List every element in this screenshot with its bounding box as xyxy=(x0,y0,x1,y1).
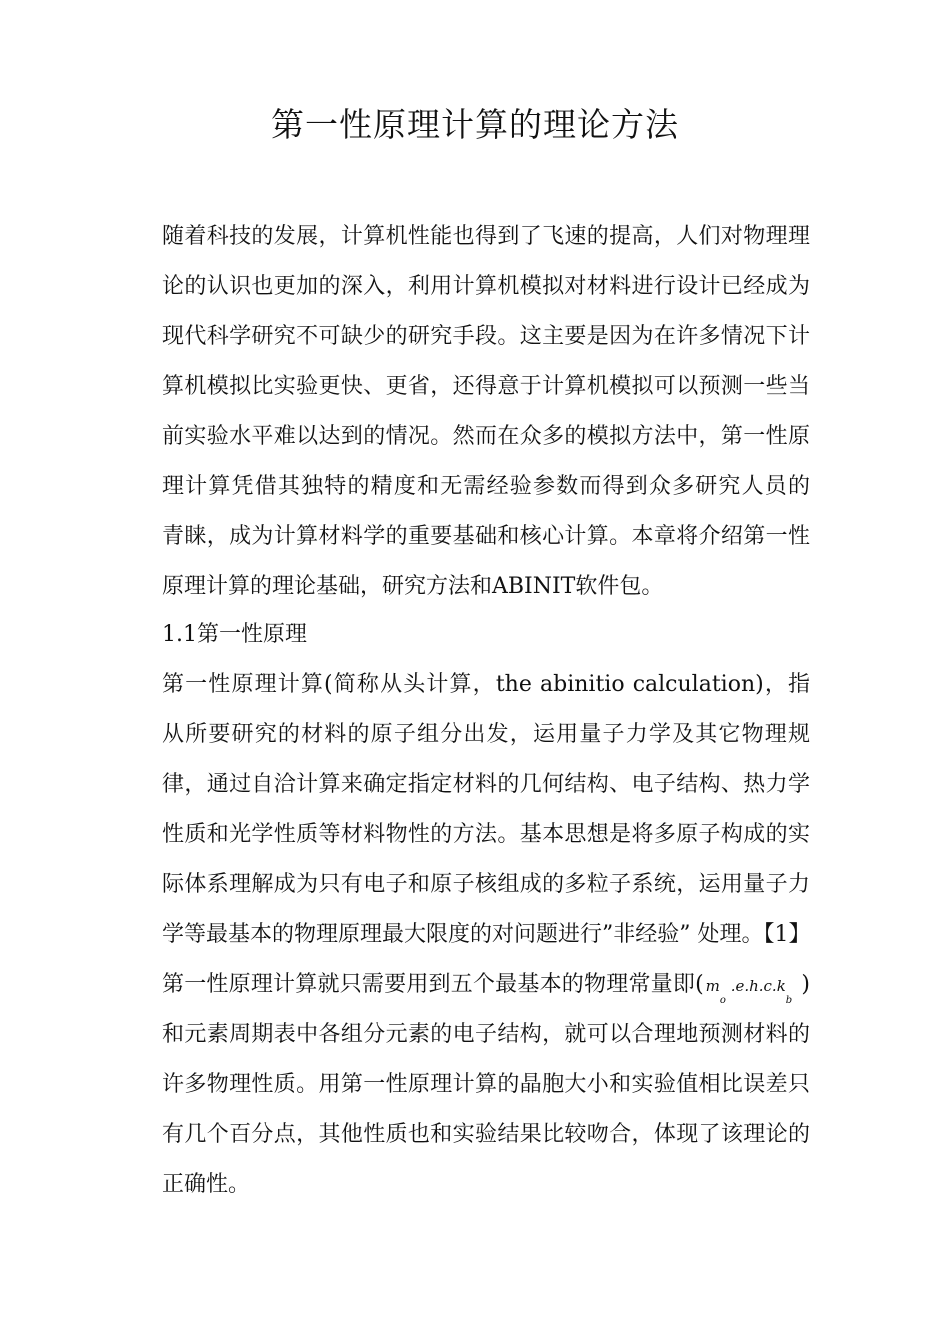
paragraph-line: 青睐，成为计算材料学的重要基础和核心计算。本章将介绍第一性 xyxy=(162,524,810,549)
paragraph-line: 从所要研究的材料的原子组分出发，运用量子力学及其它物理规 xyxy=(162,722,810,747)
paragraph-line: 原理计算的理论基础，研究方法和ABINIT软件包。 xyxy=(162,574,664,599)
constants-text: 第一性原理计算就只需要用到五个最基本的物理常量即( xyxy=(162,972,704,997)
paragraph-line: 有几个百分点，其他性质也和实验结果比较吻合，体现了该理论的 xyxy=(162,1122,810,1147)
formula-m-subscript: o xyxy=(719,995,726,1006)
formula-ehck: .e.h.c.k xyxy=(725,977,786,995)
constants-formula xyxy=(704,961,795,1014)
constants-close: ) xyxy=(794,972,810,997)
formula-m: m xyxy=(705,977,720,995)
paragraph-line: 随着科技的发展，计算机性能也得到了飞速的提高，人们对物理理 xyxy=(162,224,810,249)
section-heading: 1.1第一性原理 xyxy=(162,622,307,647)
paragraph-line: 第一性原理计算(简称从头计算，the abinitio calculation)，指 xyxy=(162,672,810,697)
paragraph-line: 现代科学研究不可缺少的研究手段。这主要是因为在许多情况下计 xyxy=(162,324,810,349)
paragraph-line: 前实验水平难以达到的情况。然而在众多的模拟方法中，第一性原 xyxy=(162,424,810,449)
section-paragraph xyxy=(162,660,810,1210)
paragraph-line: 理计算凭借其独特的精度和无需经验参数而得到众多研究人员的 xyxy=(162,474,810,499)
formula-k-subscript: b xyxy=(785,995,793,1006)
paragraph-line: 律，通过自洽计算来确定指定材料的几何结构、电子结构、热力学 xyxy=(162,772,810,797)
paragraph-line: 学等最基本的物理原理最大限度的对问题进行”非经验” 处理。【1】 xyxy=(162,922,811,947)
page-title: 第一性原理计算的理论方法 xyxy=(271,105,679,144)
paragraph-line: 正确性。 xyxy=(162,1172,251,1197)
paragraph-line: 论的认识也更加的深入，利用计算机模拟对材料进行设计已经成为 xyxy=(162,274,810,299)
constants-line xyxy=(162,960,810,1010)
paragraph-line: 许多物理性质。用第一性原理计算的晶胞大小和实验值相比误差只 xyxy=(162,1072,810,1097)
paragraph-line: 和元素周期表中各组分元素的电子结构，就可以合理地预测材料的 xyxy=(162,1022,810,1047)
paragraph-line: 性质和光学性质等材料物性的方法。基本思想是将多原子构成的实 xyxy=(162,822,810,847)
paragraph-line: 算机模拟比实验更快、更省，还得意于计算机模拟可以预测一些当 xyxy=(162,374,810,399)
paragraph-line: 际体系理解成为只有电子和原子核组成的多粒子系统，运用量子力 xyxy=(162,872,810,897)
intro-paragraph xyxy=(162,212,810,612)
